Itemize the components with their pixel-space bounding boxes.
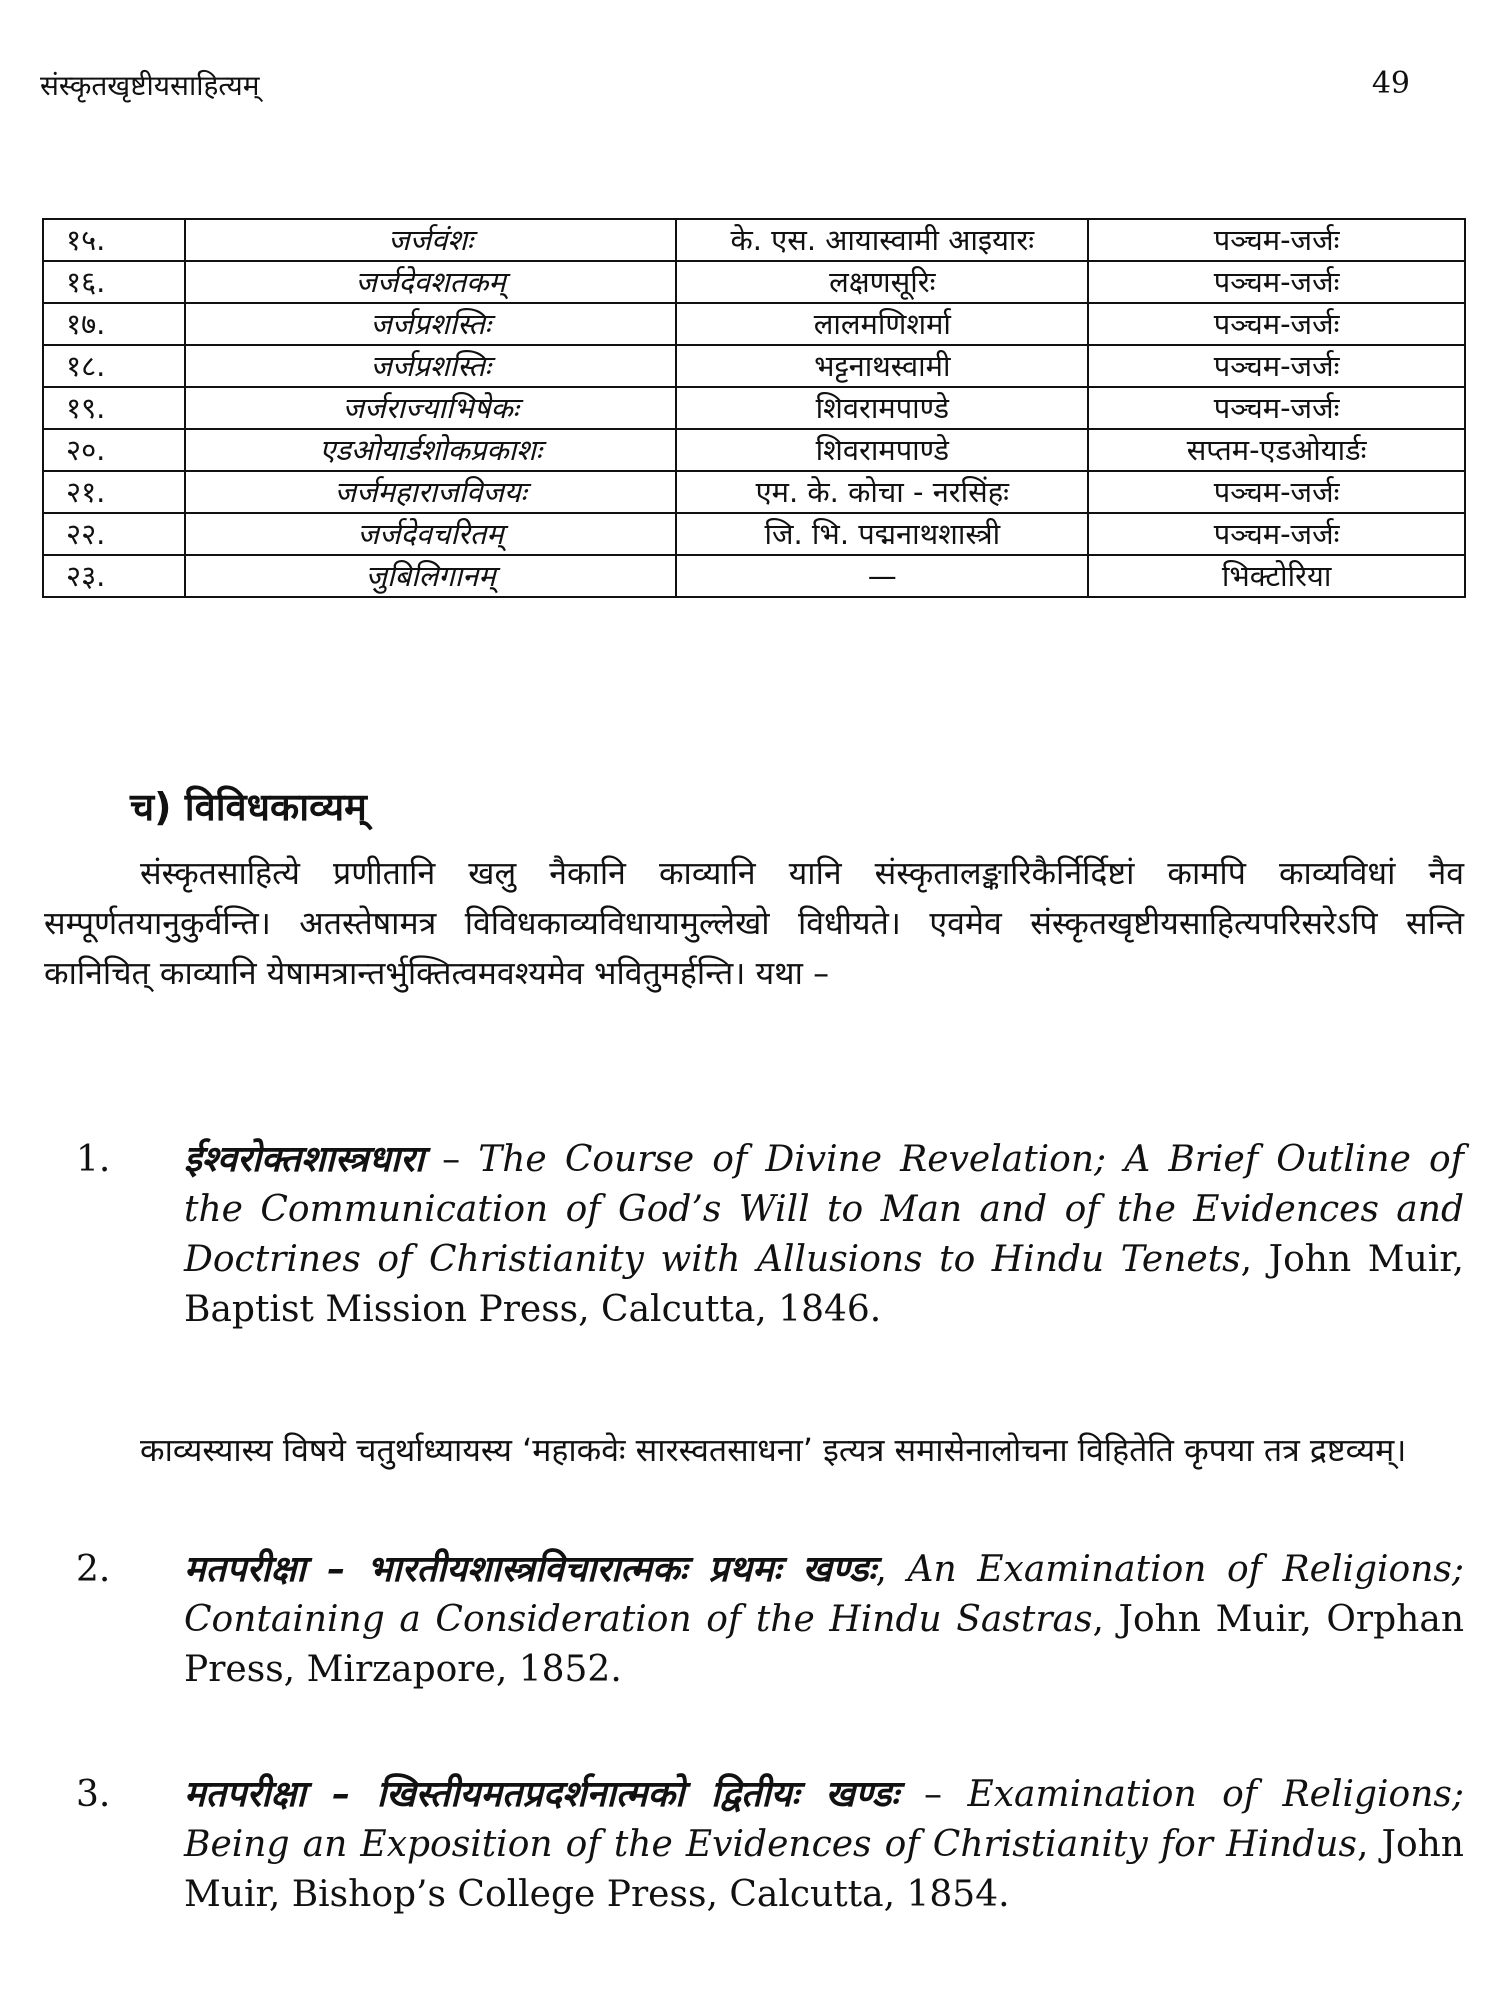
reign-cell: पञ्चम-जर्जः [1088,303,1465,345]
row-number-cell: १७. [43,303,185,345]
entry-english-title: Examination of Religions; Being an Exposition of the Evidences of Christianity for Hindus [184,1774,1465,1865]
entry-number: 2. [76,1549,111,1590]
table-row [43,387,1465,429]
bibliography-entry-3 [44,1770,1464,1920]
row-number-cell: १९. [43,387,185,429]
table-row [43,513,1465,555]
entry-separator: – [898,1774,968,1815]
table-row [43,303,1465,345]
work-title-cell: जर्जराज्याभिषेकः [185,387,677,429]
entry-sanskrit-title: ईश्वरोक्तशास्त्रधारा [184,1139,425,1180]
author-cell: — [676,555,1088,597]
author-cell: शिवरामपाण्डे [676,429,1088,471]
entry-separator: , [875,1549,908,1590]
row-number-cell: २३. [43,555,185,597]
author-cell: शिवरामपाण्डे [676,387,1088,429]
entry-english-title: The Course of Divine Revelation; A Brief Outline of the Communication of God’s Will to Man and of the Evidences and Doctrines of Christianity with Allusions to Hindu Tenets [184,1139,1464,1280]
reign-cell: सप्तम-एडओयार्डः [1088,429,1465,471]
entry-sanskrit-title: मतपरीक्षा – खिस्तीयमतप्रदर्शनात्मको द्वितीयः खण्डः [184,1774,899,1815]
table-row [43,471,1465,513]
reign-cell: पञ्चम-जर्जः [1088,471,1465,513]
works-table [42,218,1466,598]
work-title-cell: जर्जप्रशस्तिः [185,303,677,345]
reign-cell: पञ्चम-जर्जः [1088,261,1465,303]
table-row [43,219,1465,261]
row-number-cell: १८. [43,345,185,387]
author-cell: के. एस. आयास्वामी आइयारः [676,219,1088,261]
section-heading: च) विविधकाव्यम् [130,785,367,829]
work-title-cell: जर्जदेवशतकम् [185,261,677,303]
work-title-cell: जर्जदेवचरितम् [185,513,677,555]
running-head-title: संस्कृतखृष्टीयसाहित्यम् [40,69,260,102]
table-row [43,555,1465,597]
reign-cell: भिक्टोरिया [1088,555,1465,597]
page-number: 49 [1371,66,1410,101]
reign-cell: पञ्चम-जर्जः [1088,387,1465,429]
intro-paragraph: संस्कृतसाहित्ये प्रणीतानि खलु नैकानि काव्यानि यानि संस्कृतालङ्कारिकैर्निर्दिष्टां कामपि काव्यविधां नैव सम्पूर्णतयानुकुर्वन्ति। अतस्तेषामत्र विविधकाव्यविधायामुल्लेखो विधीयते। एवमेव संस्कृतखृष्टीयसाहित्यपरिसरेऽपि सन्ति कानिचित् काव्यानि येषामत्रान्तर्भुक्तित्वमवश्यमेव भवितुमर्हन्ति। यथा – [44,854,1464,992]
table-row [43,429,1465,471]
row-number-cell: २०. [43,429,185,471]
work-title-cell: जर्जवंशः [185,219,677,261]
entry-number: 3. [76,1774,111,1815]
entry-number: 1. [76,1139,111,1180]
entry-details: , John Muir, Orphan Press, Mirzapore, 1852. [184,1599,1465,1690]
author-cell: लालमणिशर्मा [676,303,1088,345]
table-row [43,261,1465,303]
bibliography-entry-2 [44,1545,1464,1695]
reign-cell: पञ्चम-जर्जः [1088,345,1465,387]
author-cell: एम. के. कोचा - नरसिंहः [676,471,1088,513]
reign-cell: पञ्चम-जर्जः [1088,513,1465,555]
table-row [43,345,1465,387]
entry-separator: – [424,1139,479,1180]
row-number-cell: १५. [43,219,185,261]
entry-english-title: An Examination of Religions; Containing a Consideration of the Hindu Sastras [184,1549,1464,1640]
author-cell: भट्टनाथस्वामी [676,345,1088,387]
entry-sanskrit-title: मतपरीक्षा – भारतीयशास्त्रविचारात्मकः प्रथमः खण्डः [184,1549,876,1590]
work-title-cell: एडओयार्डशोकप्रकाशः [185,429,677,471]
author-cell: जि. भि. पद्मनाथशास्त्री [676,513,1088,555]
work-title-cell: जुबिलिगानम् [185,555,677,597]
author-cell: लक्षणसूरिः [676,261,1088,303]
entry-details: , John Muir, Bishop’s College Press, Calcutta, 1854. [184,1824,1464,1915]
note-paragraph: काव्यस्यास्य विषये चतुर्थाध्यायस्य ‘महाकवेः सारस्वतसाधना’ इत्यत्र समासेनालोचना विहितेति कृपया तत्र द्रष्टव्यम्। [140,1431,1407,1469]
work-title-cell: जर्जमहाराजविजयः [185,471,677,513]
row-number-cell: १६. [43,261,185,303]
entry-details: , John Muir, Baptist Mission Press, Calcutta, 1846. [184,1239,1464,1330]
bibliography-entry-1 [44,1135,1464,1335]
work-title-cell: जर्जप्रशस्तिः [185,345,677,387]
row-number-cell: २१. [43,471,185,513]
reign-cell: पञ्चम-जर्जः [1088,219,1465,261]
row-number-cell: २२. [43,513,185,555]
